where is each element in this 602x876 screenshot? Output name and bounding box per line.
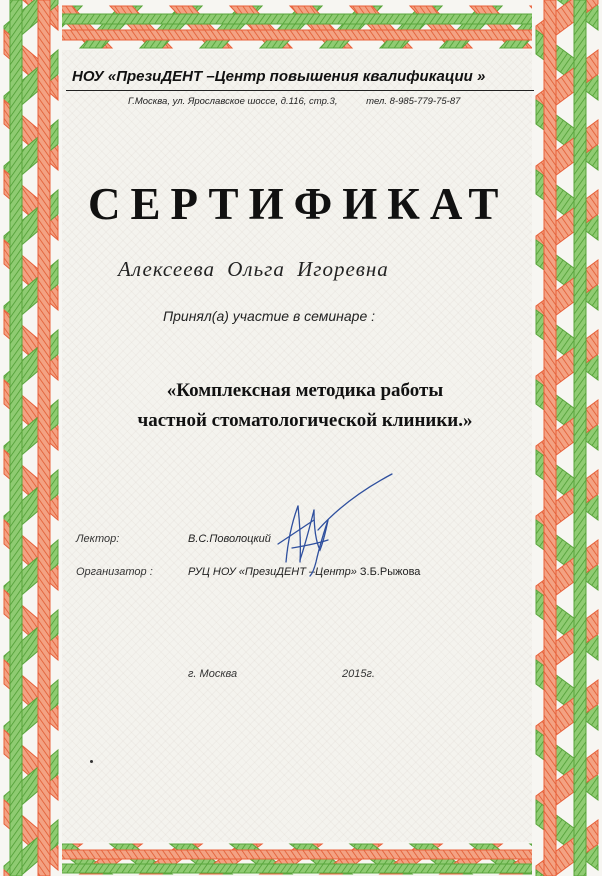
address-line	[128, 96, 548, 107]
header-divider	[66, 90, 534, 91]
seminar-title-line-2: частной стоматологической клиники.»	[137, 410, 473, 431]
lecturer-name-text: В.С.Поволоцкий	[188, 533, 271, 545]
certificate-title: СЕРТИФИКАТ	[88, 179, 509, 229]
ink-dot	[90, 760, 93, 763]
organization-name: НОУ «ПрезиДЕНТ –Центр повышения квалификации »	[72, 68, 486, 85]
organizer-label: Организатор :	[76, 566, 153, 578]
seminar-title-line-1: «Комплексная методика работы	[166, 380, 444, 401]
year-text: 2015г.	[342, 668, 375, 680]
participation-text: Принял(а) участие в семинаре :	[163, 308, 376, 324]
lecturer-label: Лектор:	[76, 533, 120, 545]
signature-icon	[258, 470, 398, 580]
city-text: г. Москва	[188, 668, 238, 680]
seminar-title	[90, 376, 520, 436]
address-text: Г.Москва, ул. Ярославское шоссе, д.116, стр.3,	[128, 96, 338, 107]
recipient-name: Алексеева Ольга Игоревна	[118, 257, 389, 281]
certificate-panel	[62, 50, 532, 842]
phone-text: тел. 8-985-779-75-87	[366, 96, 461, 107]
organizer-name: РУЦ НОУ «ПрезиДЕНТ –Центр»	[188, 566, 357, 578]
organizer-person: З.Б.Рыжова	[359, 566, 421, 578]
